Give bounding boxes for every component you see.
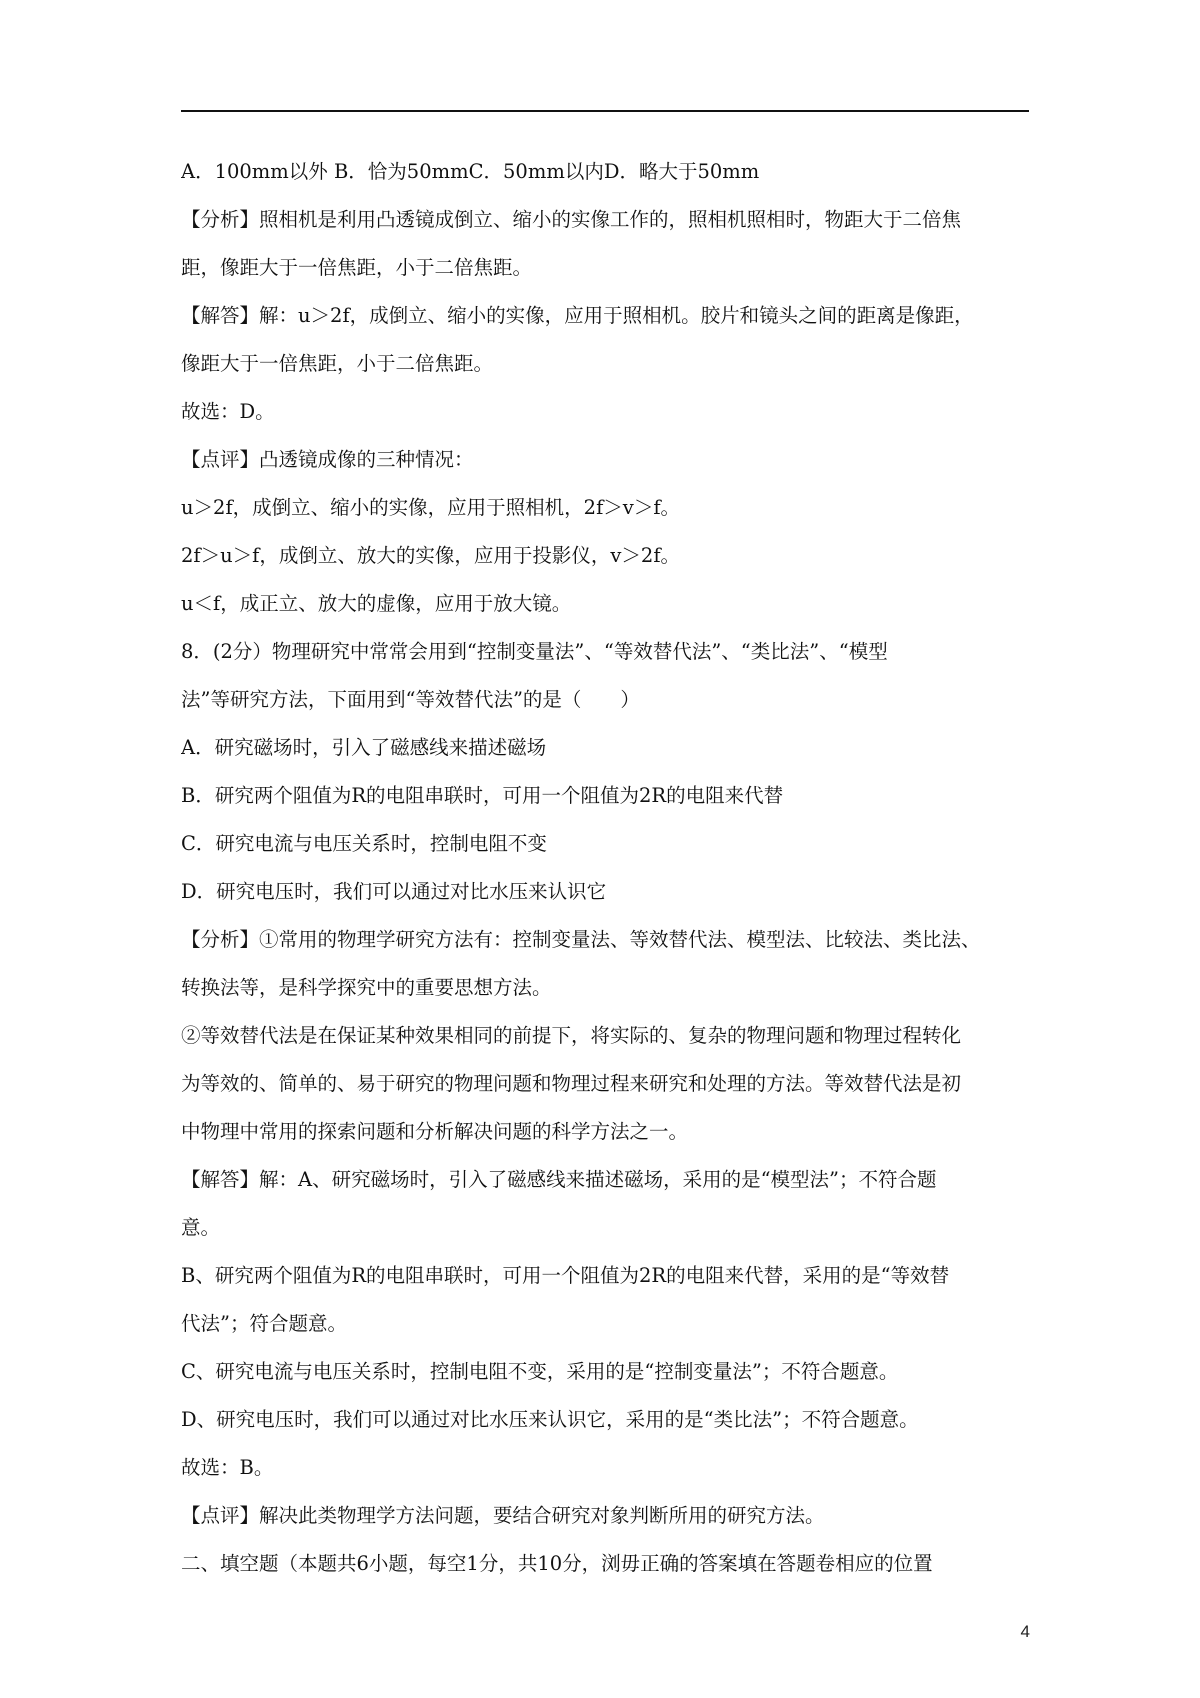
option-d: D．研究电压时，我们可以通过对比水压来认识它 xyxy=(181,880,607,903)
section-heading: 二、填空题（本题共6小题，每空1分，共10分，浏毋正确的答案填在答题卷相应的位置 xyxy=(181,1552,933,1575)
text-line: D、研究电压时，我们可以通过对比水压来认识它，采用的是“类比法”；不符合题意。 xyxy=(181,1408,919,1431)
text-line: ②等效替代法是在保证某种效果相同的前提下，将实际的、复杂的物理问题和物理过程转化 xyxy=(181,1024,962,1047)
text-line: C、研究电流与电压关系时，控制电阻不变，采用的是“控制变量法”；不符合题意。 xyxy=(181,1360,899,1383)
text-line: 【点评】凸透镜成像的三种情况： xyxy=(181,448,474,471)
text-line: 代法”；符合题意。 xyxy=(181,1312,347,1335)
text-line: 【解答】解：A、研究磁场时，引入了磁感线来描述磁场，采用的是“模型法”；不符合题 xyxy=(181,1168,937,1191)
text-line: 中物理中常用的探索问题和分析解决问题的科学方法之一。 xyxy=(181,1120,689,1143)
text-line: u＜f，成正立、放大的虚像，应用于放大镜。 xyxy=(181,592,572,615)
text-line: 【解答】解：u＞2f，成倒立、缩小的实像，应用于照相机。胶片和镜头之间的距离是像距， xyxy=(181,304,974,327)
text-line: 2f＞u＞f，成倒立、放大的实像，应用于投影仪，v＞2f。 xyxy=(181,544,681,567)
text-line: 转换法等，是科学探究中的重要思想方法。 xyxy=(181,976,552,999)
text-line: 像距大于一倍焦距，小于二倍焦距。 xyxy=(181,352,494,375)
text-line: u＞2f，成倒立、缩小的实像，应用于照相机，2f＞v＞f。 xyxy=(181,496,681,519)
text-line: 【分析】①常用的物理学研究方法有：控制变量法、等效替代法、模型法、比较法、类比法、 xyxy=(181,928,981,951)
text-line: B、研究两个阻值为R的电阻串联时，可用一个阻值为2R的电阻来代替，采用的是“等效替 xyxy=(181,1264,950,1287)
page-number: 4 xyxy=(1020,1622,1030,1641)
text-line: 距，像距大于一倍焦距，小于二倍焦距。 xyxy=(181,256,533,279)
text-line: 故选：D。 xyxy=(181,400,275,423)
option-a: A．研究磁场时，引入了磁感线来描述磁场 xyxy=(181,736,547,759)
text-line: 为等效的、简单的、易于研究的物理问题和物理过程来研究和处理的方法。等效替代法是初 xyxy=(181,1072,962,1095)
option-b: B．研究两个阻值为R的电阻串联时，可用一个阻值为2R的电阻来代替 xyxy=(181,784,784,807)
text-line: A．100mm以外 B．恰为50mmC．50mm以内D．略大于50mm xyxy=(181,160,760,183)
question-stem-line: 法”等研究方法，下面用到“等效替代法”的是（ ） xyxy=(181,688,640,711)
text-line: 故选：B。 xyxy=(181,1456,274,1479)
question-stem-line: 8．(2分）物理研究中常常会用到“控制变量法”、“等效替代法”、“类比法”、“模型 xyxy=(181,640,888,663)
text-line: 【点评】解决此类物理学方法问题，要结合研究对象判断所用的研究方法。 xyxy=(181,1504,825,1527)
header-rule xyxy=(181,110,1029,112)
text-line: 【分析】照相机是利用凸透镜成倒立、缩小的实像工作的，照相机照相时，物距大于二倍焦 xyxy=(181,208,962,231)
document-body xyxy=(181,148,1029,1588)
text-line: 意。 xyxy=(181,1216,221,1239)
option-c: C．研究电流与电压关系时，控制电阻不变 xyxy=(181,832,547,855)
